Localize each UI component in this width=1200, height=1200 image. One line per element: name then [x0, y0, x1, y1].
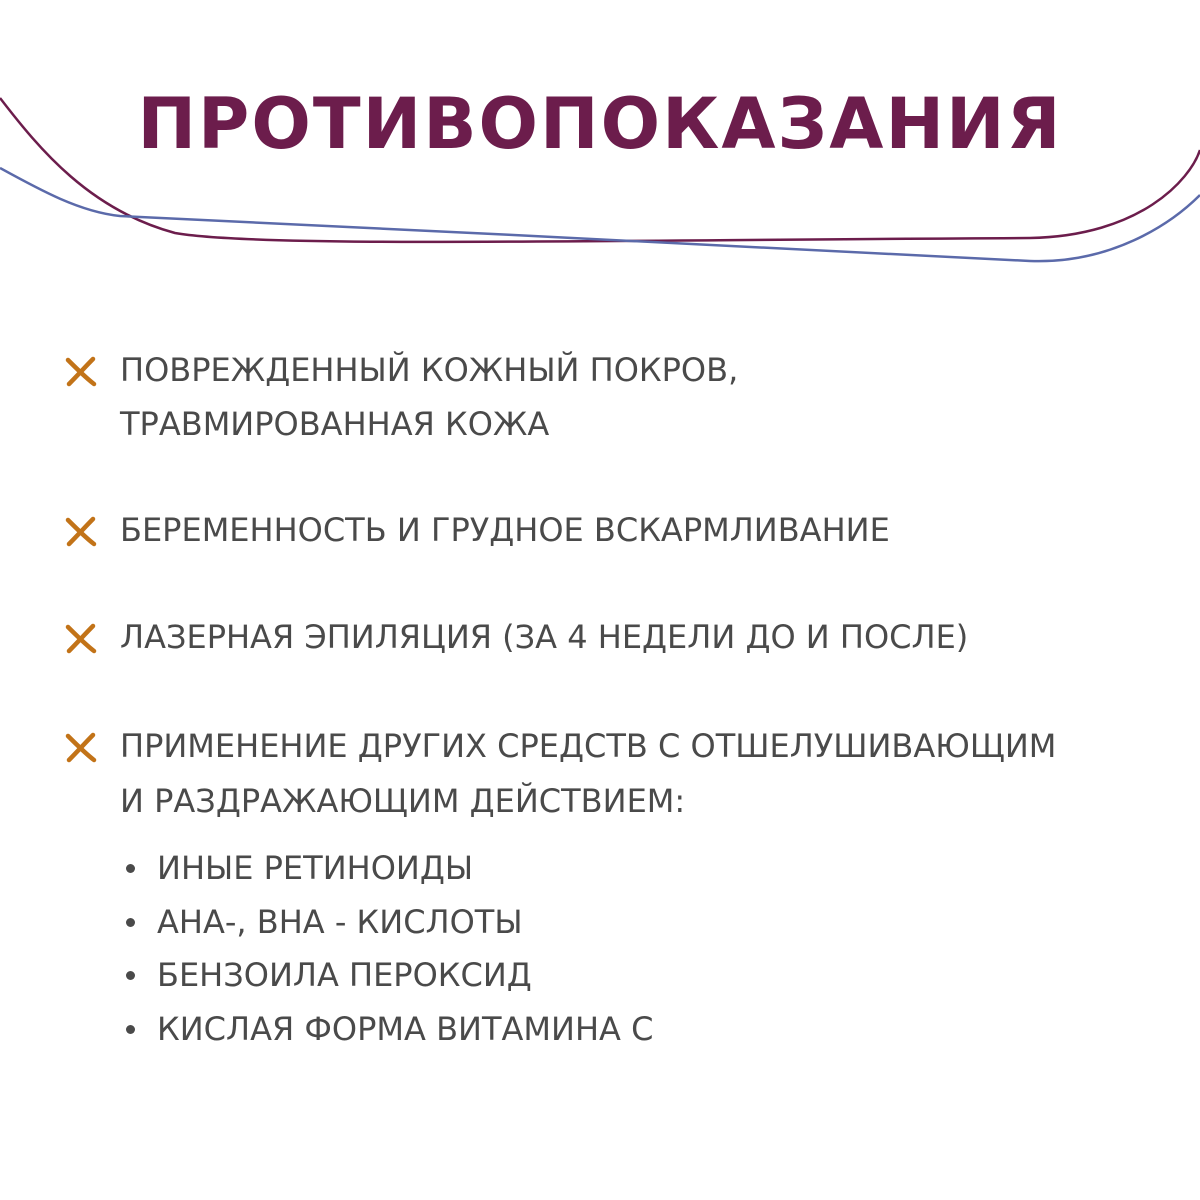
- sub-list-item-acids: [0, 894, 1200, 950]
- list-item-damaged-skin: [0, 342, 1200, 454]
- list-item-other-products: [0, 718, 1200, 830]
- bullet-dot-icon: [126, 864, 135, 873]
- list-item-text-line-2: И РАЗДРАЖАЮЩИМ ДЕЙСТВИЕМ:: [120, 782, 686, 820]
- blue-swoosh-line: [0, 168, 1200, 261]
- sub-list-item-text: КИСЛАЯ ФОРМА ВИТАМИНА С: [157, 1010, 654, 1048]
- bullet-dot-icon: [126, 918, 135, 927]
- sub-list-item-retinoids: [0, 840, 1200, 896]
- bullet-dot-icon: [126, 1025, 135, 1034]
- cross-icon: [64, 514, 98, 548]
- sub-list-item-text: БЕНЗОИЛА ПЕРОКСИД: [157, 956, 532, 994]
- sub-list-item-text: ИНЫЕ РЕТИНОИДЫ: [157, 849, 474, 887]
- cross-icon: [64, 730, 98, 764]
- list-item-text-line-2: ТРАВМИРОВАННАЯ КОЖА: [120, 405, 550, 443]
- list-item-text-line-1: ПОВРЕЖДЕННЫЙ КОЖНЫЙ ПОКРОВ,: [120, 351, 739, 389]
- cross-icon: [64, 621, 98, 655]
- bullet-dot-icon: [126, 971, 135, 980]
- sub-list-item-vitamin-c: [0, 1001, 1200, 1057]
- list-item-text-line-1: БЕРЕМЕННОСТЬ И ГРУДНОЕ ВСКАРМЛИВАНИЕ: [120, 511, 890, 549]
- cross-icon: [64, 354, 98, 388]
- list-item-text-line-1: ЛАЗЕРНАЯ ЭПИЛЯЦИЯ (ЗА 4 НЕДЕЛИ ДО И ПОСЛЕ): [120, 618, 969, 656]
- page-title: ПРОТИВОПОКАЗАНИЯ: [137, 83, 1063, 165]
- list-item-laser-epilation: [0, 609, 1200, 665]
- list-item-pregnancy: [0, 502, 1200, 558]
- list-item-text-line-1: ПРИМЕНЕНИЕ ДРУГИХ СРЕДСТВ С ОТШЕЛУШИВАЮЩИМ: [120, 727, 1057, 765]
- sub-list-item-text: АНА-, ВНА - КИСЛОТЫ: [157, 903, 523, 941]
- sub-list-item-benzoyl-peroxide: [0, 947, 1200, 1003]
